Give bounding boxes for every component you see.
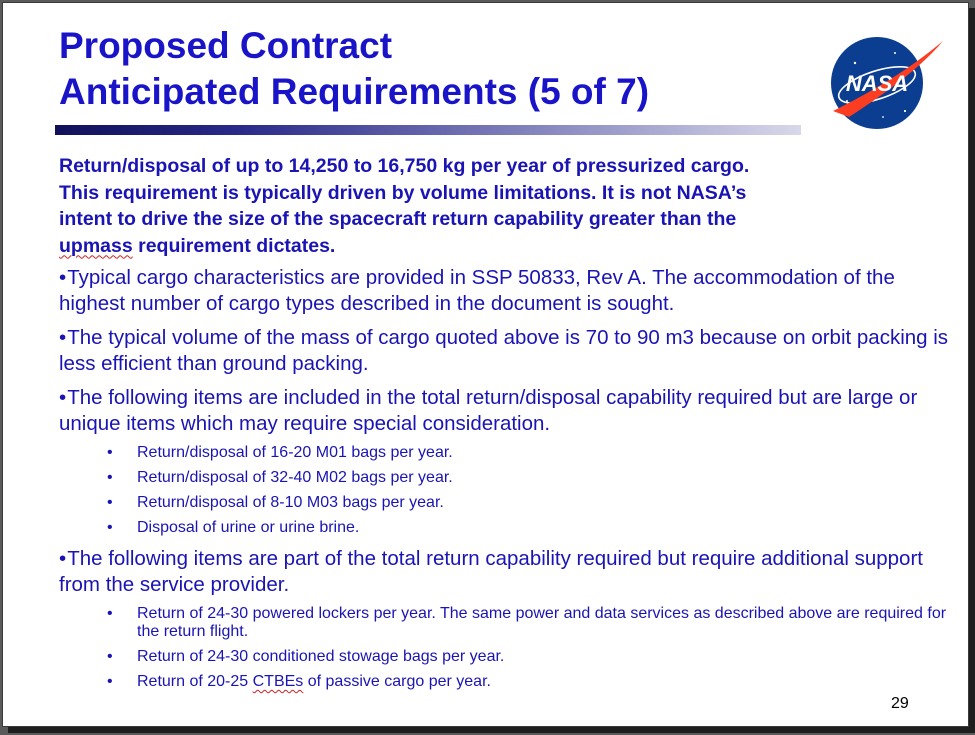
lead-paragraph xyxy=(59,153,949,259)
sub-bullet-list-a xyxy=(59,444,949,538)
sub-bullet-dot: • xyxy=(107,648,113,665)
sub-bullet-item xyxy=(59,648,949,667)
slide-title xyxy=(59,23,799,115)
spellcheck-word-upmass: upmass xyxy=(59,234,133,257)
bullet-dot: • xyxy=(59,546,67,570)
sub-bullet-item xyxy=(59,673,949,692)
sub-bullet-dot: • xyxy=(107,519,113,536)
sub-bullet-text: Return/disposal of 32-40 M02 bags per year. xyxy=(137,469,453,486)
title-line-2: Anticipated Requirements (5 of 7) xyxy=(59,71,650,112)
lead-line-2: This requirement is typically driven by volume limitations. It is not NASA’s xyxy=(59,181,747,204)
sub-bullet-text: Return/disposal of 8-10 M03 bags per year. xyxy=(137,494,444,511)
bullet-dot: • xyxy=(59,326,67,349)
sub-bullet-text: Return of 24-30 conditioned stowage bags per year. xyxy=(137,648,505,665)
bullet-item xyxy=(59,385,949,437)
lead-line-1: Return/disposal of up to 14,250 to 16,750 kg per year of pressurized cargo. xyxy=(59,155,750,177)
bullet-dot: • xyxy=(59,266,67,289)
slide-content xyxy=(59,153,949,700)
bullet-text: The following items are included in the total return/disposal capability required but are large or unique items which may require special consideration. xyxy=(59,386,918,435)
bullet-text: Typical cargo characteristics are provided in SSP 50833, Rev A. The accommodation of the highest number of cargo types described in the document is sought. xyxy=(59,266,895,315)
title-line-1: Proposed Contract xyxy=(59,25,393,66)
sub-bullet-dot: • xyxy=(107,444,113,461)
sub-bullet-item xyxy=(59,444,949,463)
lead-line-4 xyxy=(59,233,949,260)
bullet-text: The typical volume of the mass of cargo quoted above is 70 to 90 m3 because on orbit packing is less efficient than ground packing. xyxy=(59,326,949,375)
sub-bullet-item xyxy=(59,494,949,513)
sub-bullet-text: Disposal of urine or urine brine. xyxy=(137,519,360,536)
page-number: 29 xyxy=(891,695,909,712)
sub-bullet-item xyxy=(59,519,949,538)
sub-bullet-text: Return of 24-30 powered lockers per year. The same power and data services as described above are required for the return flight. xyxy=(137,604,947,640)
nasa-logo xyxy=(825,33,947,133)
lead-line-3: intent to drive the size of the spacecraft return capability greater than the xyxy=(59,208,737,230)
sub-bullet-dot: • xyxy=(107,673,113,690)
sub-bullet-dot: • xyxy=(107,469,113,486)
sub-bullet-list-b xyxy=(59,605,949,692)
sub-bullet-text-suffix: of passive cargo per year. xyxy=(303,673,491,690)
sub-bullet-text: Return/disposal of 16-20 M01 bags per year. xyxy=(137,444,453,461)
bullet-text: The following items are part of the total return capability required but require additional support from the service provider. xyxy=(59,546,923,596)
sub-bullet-dot: • xyxy=(107,494,113,511)
sub-bullet-item xyxy=(59,469,949,488)
sub-bullet-item xyxy=(59,605,949,642)
bullet-dot: • xyxy=(59,386,67,409)
sub-bullet-dot: • xyxy=(107,604,113,622)
slide xyxy=(2,2,969,727)
nasa-logo-text: NASA xyxy=(845,71,909,96)
sub-bullet-text-prefix: Return of 20-25 xyxy=(137,673,253,690)
lead-line-4-rest: requirement dictates. xyxy=(132,234,336,257)
bullet-item xyxy=(59,325,949,377)
bullet-item xyxy=(59,265,949,317)
spellcheck-word-ctbes: CTBEs xyxy=(252,673,304,690)
title-underline-bar xyxy=(55,125,801,135)
bullet-item xyxy=(59,546,949,598)
